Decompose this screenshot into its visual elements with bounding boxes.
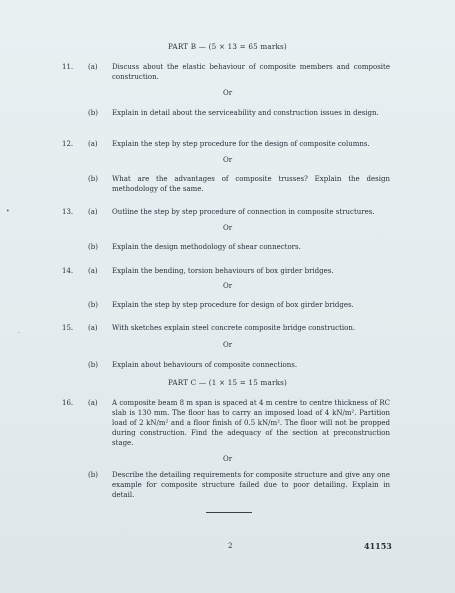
question-number: 16.	[62, 399, 74, 407]
end-rule	[206, 512, 252, 513]
question-text: With sketches explain steel concrete composite bridge construction.	[112, 324, 356, 332]
question-text: Explain in detail about the serviceability and construction issues in design.	[112, 109, 379, 117]
question-text: What are the advantages of composite trusses? Explain the design methodology of the same.	[112, 175, 390, 193]
question-sub: (b)	[88, 175, 98, 183]
question-text: Outline the step by step procedure of connection in composite structures.	[112, 208, 375, 216]
scan-speck: ·	[18, 330, 20, 337]
question-number: 11.	[62, 63, 74, 71]
question-sub: (b)	[88, 361, 98, 369]
page-number: 2	[228, 542, 233, 550]
question-sub: (a)	[88, 399, 98, 407]
paper-code: 41153	[364, 541, 392, 551]
question-number: 13.	[62, 208, 74, 216]
question-text: Explain the step by step procedure for design of box girder bridges.	[112, 301, 354, 309]
or-divider: Or	[222, 341, 233, 349]
question-number: 14.	[62, 267, 74, 275]
question-text: Discuss about the elastic behaviour of composite members and composite construction.	[112, 63, 390, 81]
question-sub: (a)	[88, 208, 98, 216]
question-sub: (a)	[88, 63, 98, 71]
question-sub: (a)	[88, 267, 98, 275]
question-text: A composite beam 8 m span is spaced at 4 m centre to centre thickness of RC slab is 130 mm. The floor has to carry an imposed load of 4 kN/m². Partition load of 2 kN/m² and a floor finish of 0.5 kN/m². The floor will not be propped during construction. Find the adequacy of the section at preconstruction stage.	[112, 399, 390, 447]
question-text: Describe the detailing requirements for composite structure and give any one example for composite structure failed due to poor detailing. Explain in detail.	[112, 471, 390, 499]
part-b-title: PART B — (5 × 13 = 65 marks)	[168, 42, 287, 51]
part-c-title: PART C — (1 × 15 = 15 marks)	[167, 378, 288, 387]
or-divider: Or	[222, 282, 233, 290]
question-sub: (b)	[88, 301, 98, 309]
question-number: 15.	[62, 324, 74, 332]
or-divider: Or	[222, 156, 233, 164]
or-divider: Or	[222, 89, 233, 97]
question-number: 12.	[62, 140, 74, 148]
question-text: Explain about behaviours of composite connections.	[112, 361, 298, 369]
question-text: Explain the bending, torsion behaviours of box girder bridges.	[112, 267, 334, 275]
question-text: Explain the step by step procedure for the design of composite columns.	[112, 140, 370, 148]
question-sub: (b)	[88, 109, 98, 117]
question-sub: (a)	[88, 324, 98, 332]
question-sub: (a)	[88, 140, 98, 148]
question-text: Explain the design methodology of shear connectors.	[112, 243, 301, 251]
or-divider: Or	[222, 224, 233, 232]
scan-speck: •	[6, 208, 10, 215]
question-sub: (b)	[88, 243, 98, 251]
question-sub: (b)	[88, 471, 98, 479]
or-divider: Or	[222, 455, 233, 463]
